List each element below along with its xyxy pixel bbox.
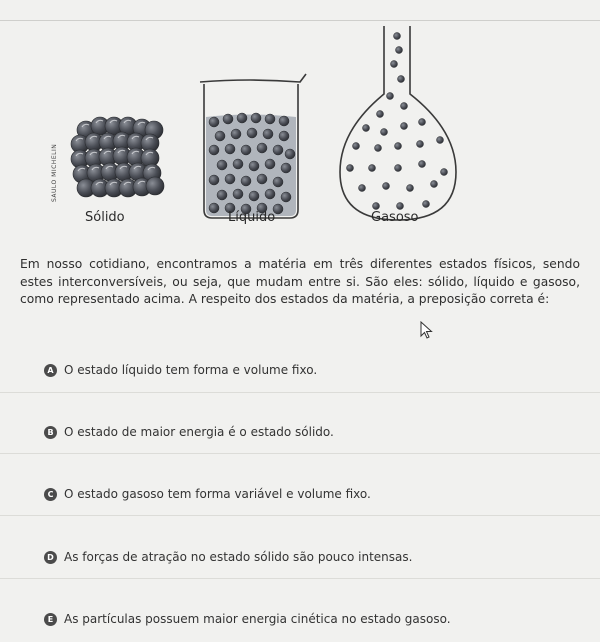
label-gas: Gasoso [371, 210, 419, 225]
option-divider [0, 515, 600, 516]
label-solid: Sólido [85, 210, 125, 225]
option-d[interactable] [44, 547, 584, 567]
top-divider [0, 20, 600, 21]
image-credit: SAULO MICHELIN [51, 143, 58, 202]
option-letter-badge: D [44, 551, 57, 564]
option-letter-badge: A [44, 364, 57, 377]
label-liquid: Líquido [228, 210, 276, 225]
question-text: Em nosso cotidiano, encontramos a matéria em três diferentes estados físicos, sendo estes interconversíveis, ou seja, que mudam entre si. São eles: sólido, líquido e gasoso, como representado acima. A respeito dos estados da matéria, a preposição correta é: [20, 257, 580, 306]
option-divider [0, 578, 600, 579]
solid-particles [71, 117, 164, 197]
option-text: As forças de atração no estado sólido são pouco intensas. [64, 550, 413, 564]
option-b[interactable] [44, 422, 584, 442]
states-illustration [0, 22, 600, 237]
states-of-matter-figure [0, 22, 600, 237]
liquid-beaker [200, 74, 306, 218]
option-letter-badge: B [44, 426, 57, 439]
option-text: O estado gasoso tem forma variável e volume fixo. [64, 487, 371, 501]
option-c[interactable] [44, 484, 584, 504]
option-a[interactable] [44, 360, 584, 380]
gas-flask [340, 26, 456, 220]
option-letter-badge: C [44, 488, 57, 501]
mouse-cursor-icon [420, 321, 434, 339]
option-divider [0, 392, 600, 393]
option-text: As partículas possuem maior energia cinética no estado gasoso. [64, 612, 451, 626]
option-letter-badge: E [44, 613, 57, 626]
option-e[interactable] [44, 609, 584, 629]
option-text: O estado de maior energia é o estado sólido. [64, 425, 334, 439]
option-divider [0, 453, 600, 454]
option-text: O estado líquido tem forma e volume fixo. [64, 363, 318, 377]
